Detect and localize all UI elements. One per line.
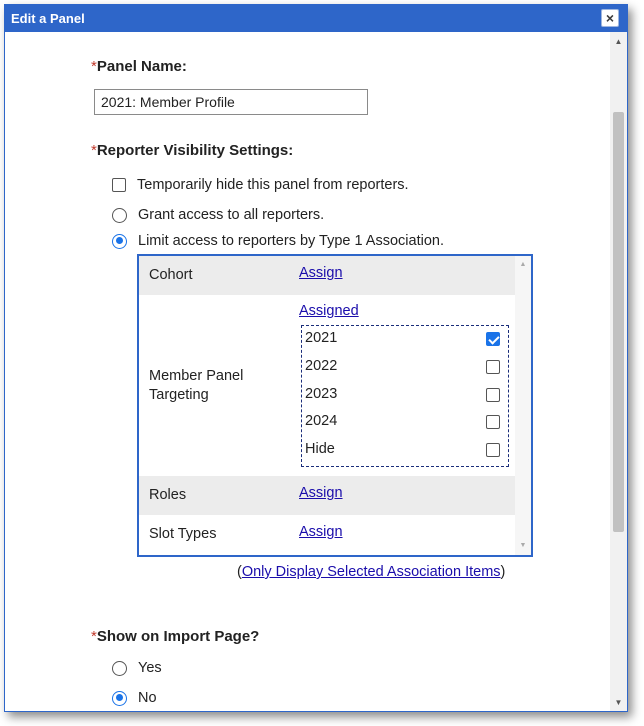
required-marker: * [91,58,97,75]
association-row-slot-types [139,515,517,555]
only-display-selected: (Only Display Selected Association Items) [237,564,506,580]
grant-all-radio[interactable] [112,208,127,223]
association-row-label: Cohort [149,267,193,283]
scroll-up-icon[interactable]: ▲ [519,261,527,268]
dialog-titlebar [5,5,627,32]
association-row-label: Slot Types [149,526,217,542]
targeting-option[interactable]: 2022 [302,354,508,381]
dialog-scrollbar[interactable] [610,32,627,712]
visibility-label: *Reporter Visibility Settings: [91,142,294,159]
association-scrollbar[interactable] [515,256,531,555]
dialog-content [5,32,602,712]
required-marker: * [91,628,97,645]
import-no-label: No [138,690,157,706]
import-yes-radio[interactable] [112,661,127,676]
targeting-option[interactable]: Hide [302,437,508,464]
import-page-label: *Show on Import Page? [91,628,260,645]
import-no-radio[interactable] [112,691,127,706]
import-no-option[interactable] [112,690,157,706]
association-panel [137,254,533,557]
limit-access-radio[interactable] [112,234,127,249]
targeting-options-box [301,325,509,467]
scroll-down-icon[interactable]: ▼ [519,542,527,549]
only-display-selected-link[interactable]: Only Display Selected Association Items [241,564,501,580]
association-row-label: Member Panel Targeting [149,368,244,403]
association-row-roles [139,476,517,515]
limit-access-option[interactable] [112,233,444,249]
targeting-option[interactable]: 2021 [302,326,508,353]
targeting-option[interactable]: 2023 [302,382,508,409]
hide-panel-label: Temporarily hide this panel from reporters. [137,177,409,193]
targeting-checkbox[interactable] [486,360,500,374]
targeting-option[interactable]: 2024 [302,409,508,436]
dialog-title: Edit a Panel [11,11,85,26]
required-marker: * [91,142,97,159]
limit-access-label: Limit access to reporters by Type 1 Association. [138,233,444,249]
panel-name-label: *Panel Name: [91,58,187,75]
grant-all-label: Grant access to all reporters. [138,207,325,223]
scroll-up-icon[interactable]: ▲ [614,37,623,46]
association-row-member-panel-targeting [139,295,517,476]
roles-assign-link[interactable]: Assign [299,485,343,501]
slot-types-assign-link[interactable]: Assign [299,524,343,540]
targeting-checkbox[interactable] [486,443,500,457]
import-yes-label: Yes [138,660,162,676]
targeting-checkbox[interactable] [486,388,500,402]
hide-panel-checkbox[interactable] [112,178,126,192]
import-yes-option[interactable] [112,660,162,676]
scrollbar-thumb[interactable] [613,112,624,532]
targeting-checkbox[interactable] [486,332,500,346]
cohort-assign-link[interactable]: Assign [299,265,343,281]
edit-panel-dialog [4,4,628,712]
targeting-checkbox[interactable] [486,415,500,429]
scroll-down-icon[interactable]: ▼ [614,698,623,707]
close-icon[interactable]: × [601,9,619,27]
association-row-label: Roles [149,487,187,503]
targeting-assigned-link[interactable]: Assigned [299,303,359,319]
association-list [139,256,517,555]
association-row-cohort [139,256,517,295]
hide-panel-option[interactable] [112,177,409,193]
grant-all-option[interactable] [112,207,324,223]
panel-name-input[interactable] [94,89,368,115]
